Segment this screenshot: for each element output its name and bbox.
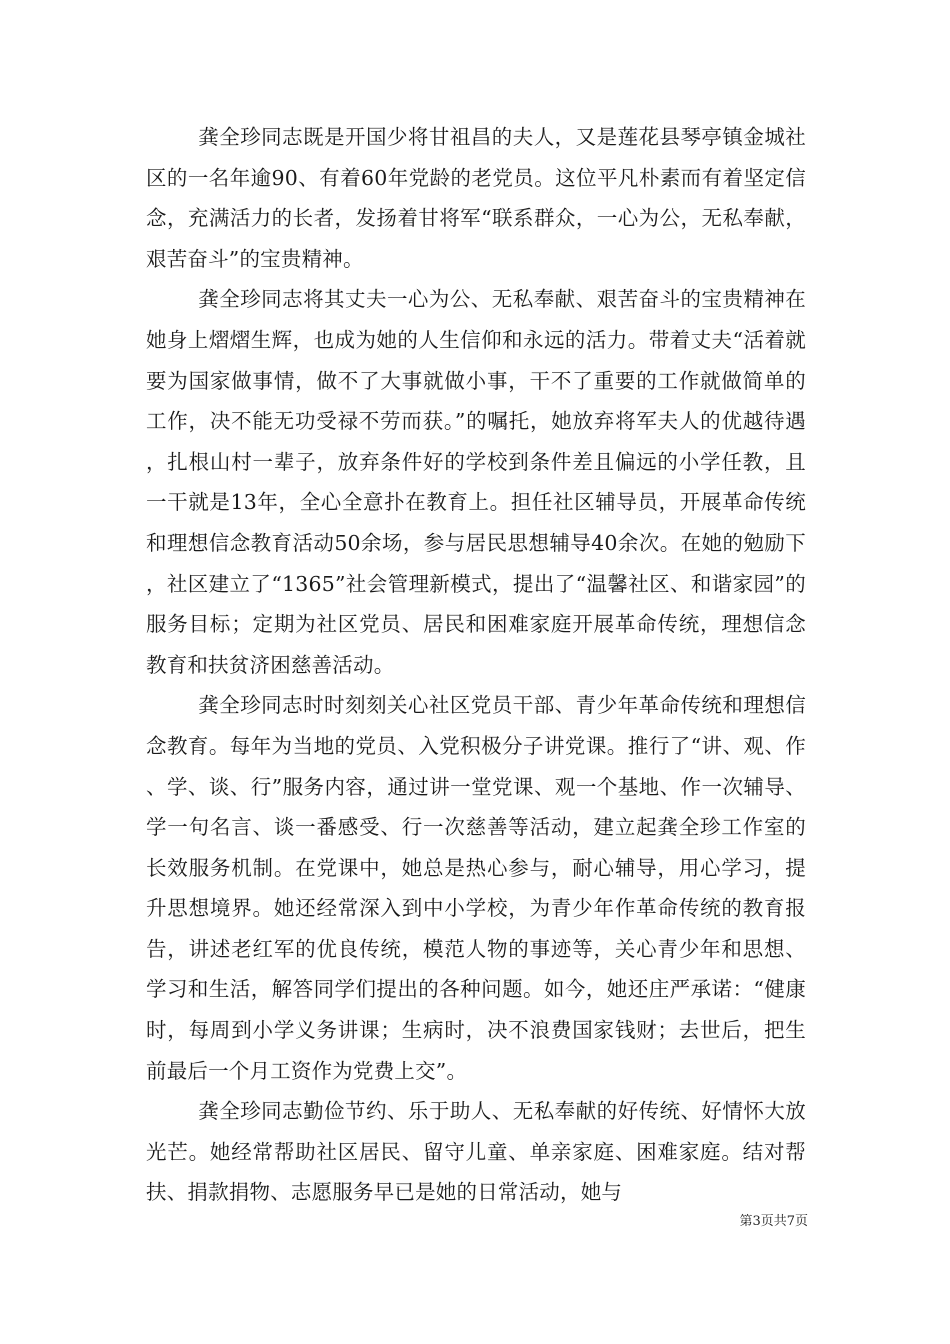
paragraph-3: 龚全珍同志时时刻刻关心社区党员干部、青少年革命传统和理想信念教育。每年为当地的党员、入党积极分子讲党课。推行了“讲、观、作、学、谈、行”服务内容，通过讲一堂党课、观一个基地、作一次辅导、学一句名言、谈一番感受、行一次慈善等活动，建立起龚全珍工作室的长效服务机制。在党课中，她总是热心参与，耐心辅导，用心学习，提升思想境界。她还经常深入到中小学校，为青少年作革命传统的教育报告，讲述老红军的优良传统，模范人物的事迹等，关心青少年和思想、学习和生活，解答同学们提出的各种问题。如今，她还庄严承诺：“健康时，每周到小学义务讲课；生病时，决不浪费国家钱财；去世后，把生前最后一个月工资作为党费上交”。 [146, 693, 806, 1083]
page-number-footer: 第3页共7页 [739, 1214, 808, 1229]
paragraph-2: 龚全珍同志将其丈夫一心为公、无私奉献、艰苦奋斗的宝贵精神在她身上熠熠生辉，也成为她的人生信仰和永远的活力。带着丈夫“活着就要为国家做事情，做不了大事就做小事，干不了重要的工作就做简单的工作，决不能无功受禄不劳而获。”的嘱托，她放弃将军夫人的优越待遇，扎根山村一辈子，放弃条件好的学校到条件差且偏远的小学任教，且一干就是13年，全心全意扑在教育上。担任社区辅导员，开展革命传统和理想信念教育活动50余场，参与居民思想辅导40余次。在她的勉励下，社区建立了“1365”社会管理新模式，提出了“温馨社区、和谐家园”的服务目标；定期为社区党员、居民和困难家庭开展革命传统，理想信念教育和扶贫济困慈善活动。 [146, 287, 806, 677]
paragraph-1: 龚全珍同志既是开国少将甘祖昌的夫人，又是莲花县琴亭镇金城社区的一名年逾90、有着60年党龄的老党员。这位平凡朴素而有着坚定信念，充满活力的长者，发扬着甘将军“联系群众，一心为公，无私奉献，艰苦奋斗”的宝贵精神。 [146, 125, 806, 271]
document-body [146, 117, 806, 1213]
paragraph-4: 龚全珍同志勤俭节约、乐于助人、无私奉献的好传统、好情怀大放光芒。她经常帮助社区居民、留守儿童、单亲家庭、困难家庭。结对帮扶、捐款捐物、志愿服务早已是她的日常活动，她与 [146, 1099, 806, 1205]
